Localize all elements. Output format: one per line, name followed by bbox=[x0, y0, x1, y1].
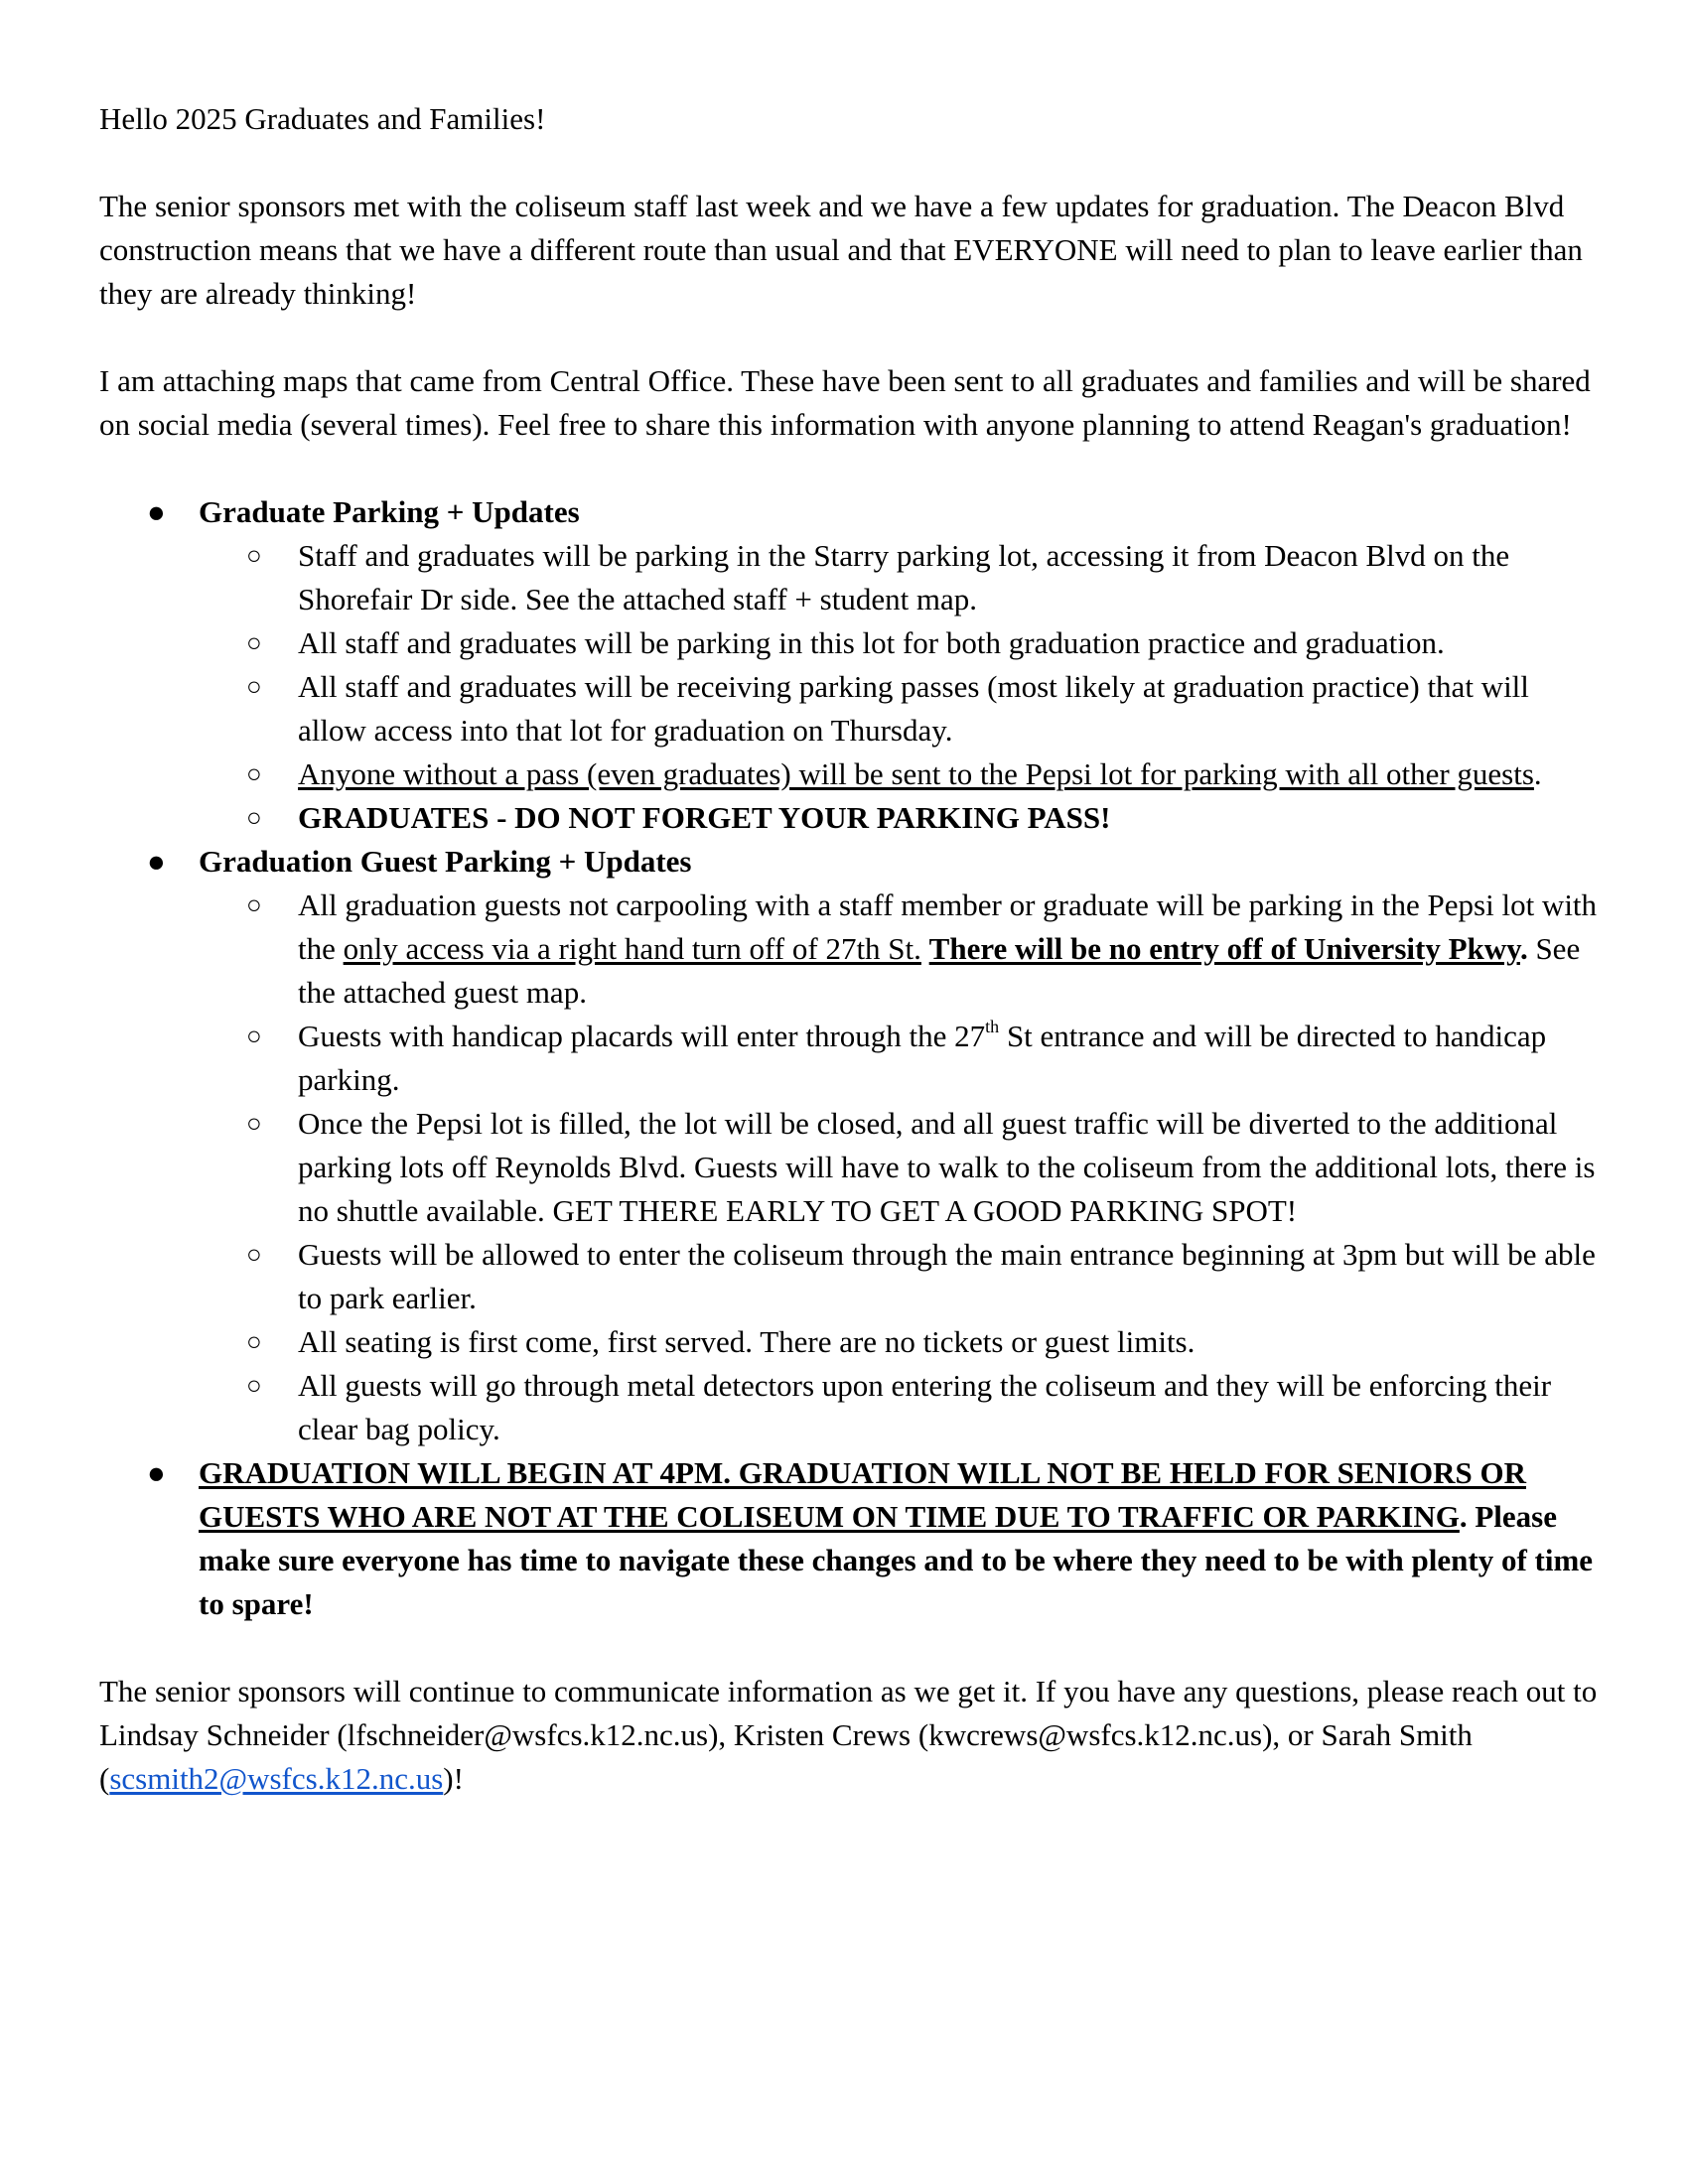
parking-pass-reminder: GRADUATES - DO NOT FORGET YOUR PARKING PASS! bbox=[298, 800, 1111, 835]
no-entry-warning-text: There will be no entry off of University Pkwy bbox=[928, 931, 1520, 966]
circle-bullet-icon: ○ bbox=[246, 1109, 262, 1138]
list-item bbox=[99, 884, 1599, 1015]
intro-paragraph: The senior sponsors met with the coliseum staff last week and we have a few updates for graduation. The Deacon Blvd construction means that we have a different route than usual and that EVERYONE will need to plan to leave earlier than they are already thinking! bbox=[99, 189, 1583, 311]
list-item-text bbox=[921, 931, 929, 966]
access-route-note: only access via a right hand turn off of 27th St. bbox=[343, 931, 921, 966]
circle-bullet-icon: ○ bbox=[246, 759, 262, 788]
list-item-text: All graduation guests not carpooling with a staff member or graduate will be parking in the Pepsi lot with the bbox=[298, 887, 1598, 966]
bullet-icon: ● bbox=[147, 494, 166, 529]
graduate-parking-heading: Graduate Parking + Updates bbox=[199, 494, 580, 529]
list-item bbox=[99, 1102, 1599, 1233]
maps-paragraph: I am attaching maps that came from Central Office. These have been sent to all graduates and families and will be shared on social media (several times). Feel free to share this information with anyone planning to attend Reagan's graduation! bbox=[99, 363, 1591, 442]
start-time-warning-underlined: GRADUATION WILL BEGIN AT 4PM. GRADUATION WILL NOT BE HELD FOR SENIORS OR GUESTS WHO ARE NOT AT THE COLISEUM ON TIME DUE TO TRAFFIC OR PARKING bbox=[199, 1455, 1526, 1534]
circle-bullet-icon: ○ bbox=[246, 628, 262, 657]
circle-bullet-icon: ○ bbox=[246, 803, 262, 832]
closing-paragraph bbox=[99, 1670, 1599, 1801]
circle-bullet-icon: ○ bbox=[246, 672, 262, 701]
list-item-text: Guests with handicap placards will enter through the 27 bbox=[298, 1019, 986, 1053]
closing-text: The senior sponsors will continue to communicate information as we get it. If you have any questions, please reach out to Lindsay Schneider (lfschneider@wsfcs.k12.nc.us), Kristen Crews (kwcrews@wsfcs.k12.nc.us), or Sarah Smith ( bbox=[99, 1674, 1598, 1796]
guest-parking-sublist bbox=[199, 884, 1599, 1451]
graduate-parking-sublist bbox=[199, 534, 1599, 840]
list-item bbox=[99, 665, 1599, 752]
list-item bbox=[99, 796, 1599, 840]
circle-bullet-icon: ○ bbox=[246, 541, 262, 570]
bullet-icon: ● bbox=[147, 1455, 166, 1490]
circle-bullet-icon: ○ bbox=[246, 890, 262, 919]
list-item bbox=[99, 752, 1599, 796]
list-item-text: All staff and graduates will be receiving parking passes (most likely at graduation practice) that will allow access into that lot for graduation on Thursday. bbox=[298, 669, 1529, 748]
circle-bullet-icon: ○ bbox=[246, 1022, 262, 1050]
list-item bbox=[99, 1015, 1599, 1102]
no-entry-warning bbox=[929, 931, 1528, 966]
circle-bullet-icon: ○ bbox=[246, 1327, 262, 1356]
list-item bbox=[99, 621, 1599, 665]
list-item bbox=[99, 1364, 1599, 1451]
list-item-text: Guests will be allowed to enter the coliseum through the main entrance beginning at 3pm but will be able to park earlier. bbox=[298, 1237, 1596, 1315]
start-time-warning bbox=[199, 1455, 1593, 1621]
list-item bbox=[99, 1233, 1599, 1320]
sarah-smith-email-link[interactable]: scsmith2@wsfcs.k12.nc.us bbox=[109, 1761, 444, 1796]
pepsi-lot-warning: Anyone without a pass (even graduates) will be sent to the Pepsi lot for parking with all other guests bbox=[298, 756, 1534, 791]
list-item-text: See the attached guest map. bbox=[298, 931, 1581, 1010]
graduation-start-notice bbox=[99, 1451, 1599, 1626]
list-item-text: All seating is first come, first served. There are no tickets or guest limits. bbox=[298, 1324, 1196, 1359]
graduate-parking-section bbox=[99, 490, 1599, 840]
letter-body bbox=[99, 97, 1599, 1801]
start-time-warning-rest: . Please make sure everyone has time to navigate these changes and to be where they need to be with plenty of time to spare! bbox=[199, 1499, 1594, 1621]
list-item-text: Staff and graduates will be parking in the Starry parking lot, accessing it from Deacon Blvd on the Shorefair Dr side. See the attached staff + student map. bbox=[298, 538, 1510, 616]
list-item-text: Once the Pepsi lot is filled, the lot will be closed, and all guest traffic will be diverted to the additional parking lots off Reynolds Blvd. Guests will have to walk to the coliseum from the additional lots, there is no shuttle available. GET THERE EARLY TO GET A GOOD PARKING SPOT! bbox=[298, 1106, 1596, 1228]
list-item-text: All guests will go through metal detectors upon entering the coliseum and they will be enforcing their clear bag policy. bbox=[298, 1368, 1552, 1446]
circle-bullet-icon: ○ bbox=[246, 1240, 262, 1269]
list-item bbox=[99, 534, 1599, 621]
list-item-text: All staff and graduates will be parking in this lot for both graduation practice and graduation. bbox=[298, 625, 1445, 660]
no-entry-period: . bbox=[1519, 931, 1528, 966]
list-item-text: . bbox=[1533, 756, 1542, 791]
bullet-icon: ● bbox=[147, 844, 166, 879]
guest-parking-section bbox=[99, 840, 1599, 1451]
greeting: Hello 2025 Graduates and Families! bbox=[99, 101, 546, 136]
circle-bullet-icon: ○ bbox=[246, 1371, 262, 1400]
ordinal-suffix: th bbox=[985, 1017, 1000, 1036]
closing-text-end: )! bbox=[443, 1761, 464, 1796]
list-item bbox=[99, 1320, 1599, 1364]
list-item-text: St entrance and will be directed to handicap parking. bbox=[298, 1019, 1547, 1097]
guest-parking-heading: Graduation Guest Parking + Updates bbox=[199, 844, 692, 879]
main-bullet-list bbox=[99, 490, 1599, 1626]
